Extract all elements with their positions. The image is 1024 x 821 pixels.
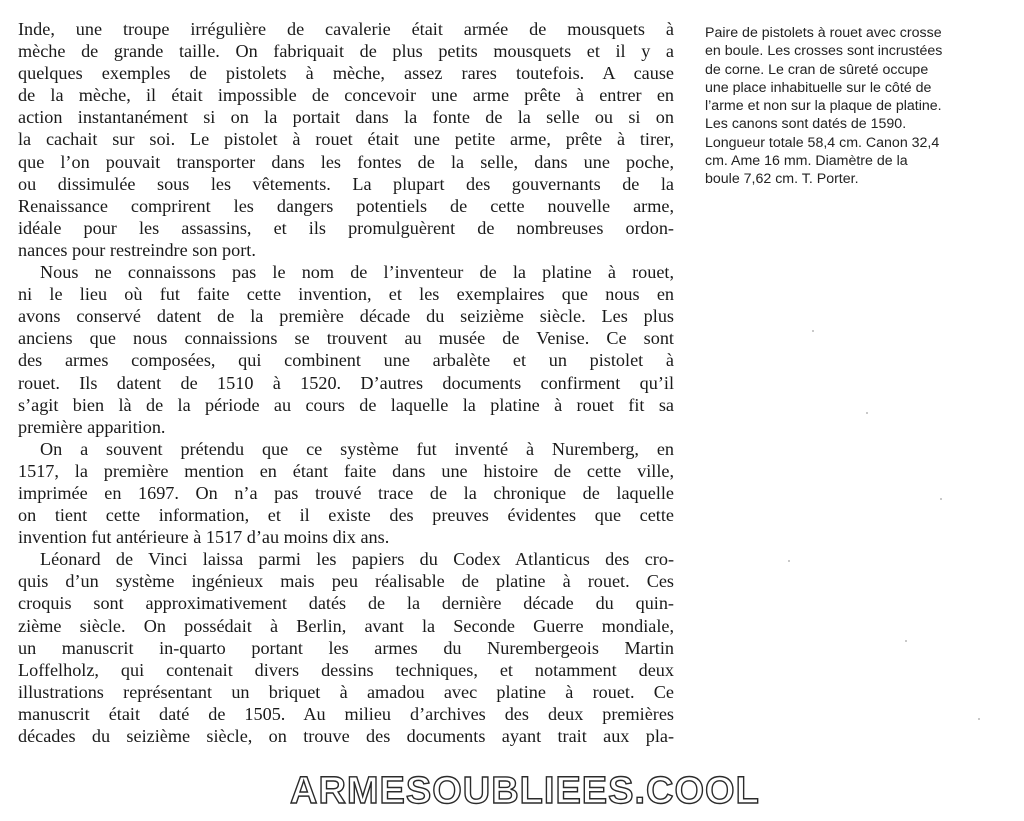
text-line: imprimée en 1697. On n’a pas trouvé trace de la chronique de laquelle xyxy=(18,482,674,503)
scan-speck xyxy=(866,412,868,414)
text-line: rouet. Ils datent de 1510 à 1520. D’autres documents confirment qu’il xyxy=(18,372,674,393)
text-line: Nous ne connaissons pas le nom de l’inventeur de la platine à rouet, xyxy=(40,262,674,283)
text-line: Renaissance comprirent les dangers potentiels de cette nouvelle arme, xyxy=(18,195,674,216)
text-line: ni le lieu où fut faite cette invention, et les exemplaires que nous en xyxy=(18,284,674,305)
text-line: des armes composées, qui combinent une arbalète et un pistolet à xyxy=(18,350,674,371)
caption-line: en boule. Les crosses sont incrustées xyxy=(705,43,943,60)
text-line: décades du seizième siècle, on trouve des documents ayant trait aux pla- xyxy=(18,726,674,746)
text-line: Loffelholz, qui contenait divers dessins techniques, et notamment deux xyxy=(18,659,674,680)
text-line: 1517, la première mention en étant faite dans une histoire de cette ville, xyxy=(18,460,674,481)
text-line: illustrations représentant un briquet à amadou avec platine à rouet. Ce xyxy=(18,681,674,702)
figure-caption xyxy=(705,24,1005,189)
text-line: Léonard de Vinci laissa parmi les papiers du Codex Atlanticus des cro- xyxy=(40,549,674,570)
text-line: On a souvent prétendu que ce système fut inventé à Nuremberg, en xyxy=(40,438,674,459)
text-line: croquis sont approximativement datés de la dernière décade du quin- xyxy=(18,593,674,614)
text-line: que l’on pouvait transporter dans les fontes de la selle, dans une poche, xyxy=(18,151,674,172)
caption-line: Longueur totale 58,4 cm. Canon 32,4 xyxy=(705,134,940,151)
caption-line: une place inhabituelle sur le côté de xyxy=(705,79,932,96)
text-line: action instantanément si on la portait dans la fonte de la selle ou si on xyxy=(18,107,674,128)
text-line: avons conservé datent de la première décade du seizième siècle. Les plus xyxy=(18,306,674,327)
text-line: manuscrit était daté de 1505. Au milieu d’archives des deux premières xyxy=(18,703,674,724)
scan-speck xyxy=(940,498,942,500)
text-line: on tient cette information, et il existe des preuves évidentes que cette xyxy=(18,505,674,526)
text-line: nances pour restreindre son port. xyxy=(18,239,256,260)
paragraph-3 xyxy=(18,438,674,548)
caption-line: Paire de pistolets à rouet avec crosse xyxy=(705,25,942,41)
text-line: Inde, une troupe irrégulière de cavalerie était armée de mousquets à xyxy=(18,19,674,39)
scan-speck xyxy=(978,718,980,720)
caption-line: l’arme et non sur la plaque de platine. xyxy=(705,98,942,115)
text-line: première apparition. xyxy=(18,416,166,437)
text-line: ou dissimulée sous les vêtements. La plupart des gouvernants de la xyxy=(18,173,674,194)
scan-speck xyxy=(788,560,790,562)
text-line: s’agit bien là de la période au cours de laquelle la platine à rouet fit sa xyxy=(18,394,674,415)
text-line: mèche de grande taille. On fabriquait de plus petits mousquets et il y a xyxy=(18,41,674,62)
caption-line: cm. Ame 16 mm. Diamètre de la xyxy=(705,153,908,170)
paragraph-4 xyxy=(18,548,674,747)
caption-line: de corne. Le cran de sûreté occupe xyxy=(705,61,929,78)
text-line: de la mèche, il était impossible de concevoir une arme prête à entrer en xyxy=(18,85,674,106)
scan-speck xyxy=(905,640,907,642)
text-line: idéale pour les assassins, et ils promulguèrent de nombreuses ordon- xyxy=(18,217,674,238)
main-text-column xyxy=(18,18,674,747)
caption-line: boule 7,62 cm. T. Porter. xyxy=(705,171,859,188)
paragraph-1 xyxy=(18,18,674,261)
text-line: anciens que nous connaissions se trouvent au musée de Venise. Ce sont xyxy=(18,328,674,349)
text-line: zième siècle. On possédait à Berlin, avant la Seconde Guerre mondiale, xyxy=(18,615,674,636)
text-line: invention fut antérieure à 1517 d’au moins dix ans. xyxy=(18,527,390,548)
site-watermark: ARMESOUBLIEES.COOL xyxy=(290,770,760,812)
text-line: la cachait sur soi. Le pistolet à rouet était une petite arme, prête à tirer, xyxy=(18,129,674,150)
scan-speck xyxy=(812,330,814,332)
text-line: quis d’un système ingénieux mais peu réalisable de platine à rouet. Ces xyxy=(18,571,674,592)
caption-line: Les canons sont datés de 1590. xyxy=(705,116,907,133)
text-line: quelques exemples de pistolets à mèche, assez rares toutefois. A cause xyxy=(18,63,674,84)
text-line: un manuscrit in-quarto portant les armes du Nurembergeois Martin xyxy=(18,637,674,658)
paragraph-2 xyxy=(18,261,674,438)
